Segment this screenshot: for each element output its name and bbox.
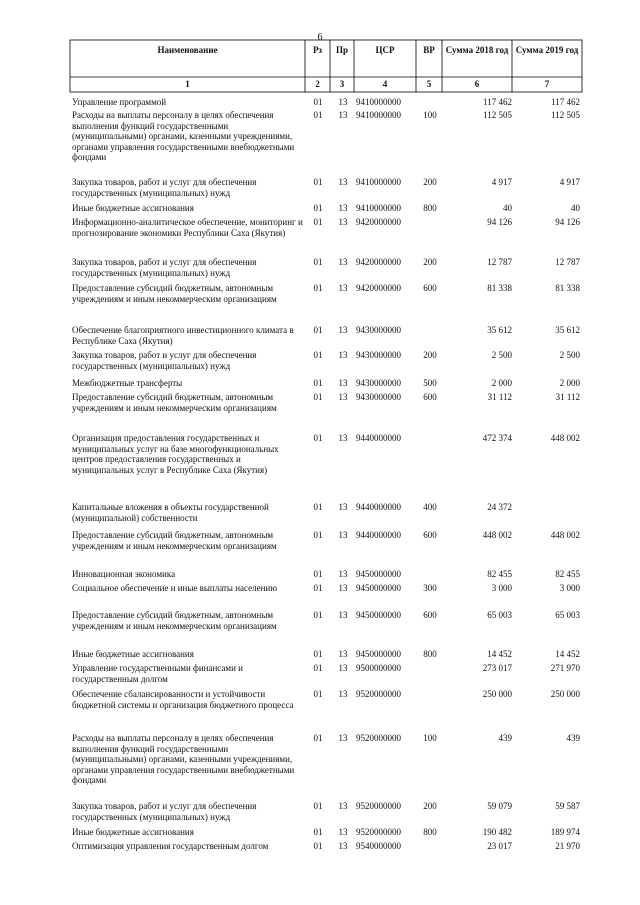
row-22-vr: 200 <box>423 801 437 811</box>
row-12-s2019: 448 002 <box>550 433 580 443</box>
row-11-pr: 13 <box>338 392 348 402</box>
row-4-s2019: 40 <box>571 203 580 213</box>
row-6-vr: 200 <box>423 257 437 267</box>
row-18-s2019: 14 452 <box>555 649 580 659</box>
row-6-pr: 13 <box>338 257 348 267</box>
row-23-s2018: 190 482 <box>482 827 512 837</box>
row-15-name: Инновационная экономика <box>72 569 176 579</box>
row-11-s2019: 31 112 <box>555 392 580 402</box>
row-13-vr: 400 <box>423 502 437 512</box>
row-20-csr: 9520000000 <box>356 689 401 699</box>
row-14-csr: 9440000000 <box>356 530 401 540</box>
row-5-s2019: 94 126 <box>555 217 580 227</box>
row-5-pr: 13 <box>338 217 348 227</box>
row-21-name: Расходы на выплаты персоналу в целях обеспечения выполнения функций государственными (муниципальными) органами, казенными учреждениями, органами управления государственными внебюджетными фондами <box>72 733 295 785</box>
row-15-csr: 9450000000 <box>356 569 401 579</box>
row-12-name: Организация предоставления государственных и муниципальных услуг на базе многофункциональных центров предоставления государственных и муниципальных услуг в Республике Саха (Якутия) <box>72 433 279 475</box>
row-3-rz: 01 <box>313 177 323 187</box>
colnum-2: 2 <box>315 79 320 89</box>
row-4-s2018: 40 <box>503 203 512 213</box>
row-22-pr: 13 <box>338 801 348 811</box>
row-18-s2018: 14 452 <box>487 649 512 659</box>
row-20-rz: 01 <box>313 689 323 699</box>
row-12-pr: 13 <box>338 433 348 443</box>
row-14-rz: 01 <box>313 530 323 540</box>
row-22-rz: 01 <box>313 801 323 811</box>
header-sum-2018: Сумма 2018 год <box>445 45 509 55</box>
row-9-pr: 13 <box>338 350 348 360</box>
colnum-1: 1 <box>185 79 190 89</box>
row-13-csr: 9440000000 <box>356 502 401 512</box>
row-10-vr: 500 <box>423 378 437 388</box>
row-15-rz: 01 <box>313 569 323 579</box>
row-17-vr: 600 <box>423 610 437 620</box>
row-3-name: Закупка товаров, работ и услуг для обеспечения государственных (муниципальных) нужд <box>72 177 257 198</box>
row-10-name: Межбюджетные трансферты <box>72 378 183 388</box>
row-2-s2019: 112 505 <box>551 110 580 120</box>
row-16-s2018: 3 000 <box>491 583 512 593</box>
row-19-s2019: 271 970 <box>550 663 580 673</box>
row-13-name: Капитальные вложения в объекты государственной (муниципальной) собственности <box>72 502 269 523</box>
row-21-csr: 9520000000 <box>356 733 401 743</box>
row-1-s2018: 117 462 <box>483 97 512 107</box>
row-9-vr: 200 <box>423 350 437 360</box>
row-12-csr: 9440000000 <box>356 433 401 443</box>
row-2-pr: 13 <box>338 110 348 120</box>
row-1-csr: 9410000000 <box>356 97 401 107</box>
header-name: Наименование <box>157 45 218 55</box>
row-22-csr: 9520000000 <box>356 801 401 811</box>
row-19-csr: 9500000000 <box>356 663 401 673</box>
row-18-name: Иные бюджетные ассигнования <box>72 649 194 659</box>
row-14-vr: 600 <box>423 530 437 540</box>
row-8-s2018: 35 612 <box>487 325 512 335</box>
row-16-name: Социальное обеспечение и иные выплаты населению <box>72 583 277 593</box>
row-13-pr: 13 <box>338 502 348 512</box>
row-23-pr: 13 <box>338 827 348 837</box>
row-22-s2018: 59 079 <box>487 801 512 811</box>
row-23-name: Иные бюджетные ассигнования <box>72 827 194 837</box>
row-19-pr: 13 <box>338 663 348 673</box>
row-3-csr: 9410000000 <box>356 177 401 187</box>
row-7-vr: 600 <box>423 283 437 293</box>
row-7-rz: 01 <box>313 283 323 293</box>
row-3-pr: 13 <box>338 177 348 187</box>
row-2-rz: 01 <box>313 110 323 120</box>
row-6-name: Закупка товаров, работ и услуг для обеспечения государственных (муниципальных) нужд <box>72 257 257 278</box>
row-12-rz: 01 <box>313 433 323 443</box>
row-19-rz: 01 <box>313 663 323 673</box>
row-4-csr: 9410000000 <box>356 203 401 213</box>
row-15-pr: 13 <box>338 569 348 579</box>
colnum-7: 7 <box>544 79 550 89</box>
row-11-rz: 01 <box>313 392 323 402</box>
row-18-pr: 13 <box>338 649 348 659</box>
row-21-pr: 13 <box>338 733 348 743</box>
row-20-s2019: 250 000 <box>550 689 580 699</box>
row-15-s2019: 82 455 <box>555 569 580 579</box>
row-21-vr: 100 <box>423 733 437 743</box>
row-1-pr: 13 <box>338 97 348 107</box>
row-7-pr: 13 <box>338 283 348 293</box>
row-2-name: Расходы на выплаты персоналу в целях обеспечения выполнения функций государственными (муниципальными) органами, казенными учреждениями, органами управления государственными внебюджетными фондами <box>72 110 295 162</box>
row-16-pr: 13 <box>338 583 348 593</box>
row-7-csr: 9420000000 <box>356 283 401 293</box>
colnum-3: 3 <box>339 79 345 89</box>
row-5-s2018: 94 126 <box>487 217 512 227</box>
row-5-csr: 9420000000 <box>356 217 401 227</box>
row-7-s2018: 81 338 <box>487 283 512 293</box>
row-10-rz: 01 <box>313 378 323 388</box>
row-14-s2018: 448 002 <box>482 530 512 540</box>
row-23-s2019: 189 974 <box>550 827 580 837</box>
row-24-name: Оптимизация управления государственным долгом <box>72 841 269 851</box>
row-24-rz: 01 <box>313 841 323 851</box>
header-csr: ЦСР <box>375 45 395 55</box>
header-rz: Рз <box>312 45 323 55</box>
row-8-pr: 13 <box>338 325 348 335</box>
colnum-6: 6 <box>474 79 480 89</box>
row-19-name: Управление государственными финансами и государственным долгом <box>72 663 243 684</box>
row-1-name: Управление программой <box>72 97 167 107</box>
row-6-s2018: 12 787 <box>487 257 512 267</box>
row-3-s2018: 4 917 <box>491 177 512 187</box>
row-9-rz: 01 <box>313 350 323 360</box>
row-24-csr: 9540000000 <box>356 841 401 851</box>
row-16-rz: 01 <box>313 583 323 593</box>
row-23-rz: 01 <box>313 827 323 837</box>
row-6-csr: 9420000000 <box>356 257 401 267</box>
row-16-vr: 300 <box>423 583 437 593</box>
row-3-vr: 200 <box>423 177 437 187</box>
colnum-5: 5 <box>426 79 432 89</box>
row-9-csr: 9430000000 <box>356 350 401 360</box>
row-17-s2018: 65 003 <box>487 610 512 620</box>
row-11-name: Предоставление субсидий бюджетным, автономным учреждениям и иным некоммерческим организациям <box>72 392 277 413</box>
row-1-s2019: 117 462 <box>551 97 580 107</box>
row-13-s2018: 24 372 <box>487 502 512 512</box>
row-12-s2018: 472 374 <box>482 433 512 443</box>
row-17-pr: 13 <box>338 610 348 620</box>
colnum-4: 4 <box>382 79 388 89</box>
row-17-rz: 01 <box>313 610 323 620</box>
row-9-s2019: 2 500 <box>559 350 580 360</box>
row-23-csr: 9520000000 <box>356 827 401 837</box>
row-5-rz: 01 <box>313 217 323 227</box>
row-21-s2018: 439 <box>498 733 512 743</box>
row-24-s2018: 23 017 <box>487 841 512 851</box>
row-8-csr: 9430000000 <box>356 325 401 335</box>
row-4-rz: 01 <box>313 203 323 213</box>
row-5-name: Информационно-аналитическое обеспечение, мониторинг и прогнозирование экономики Республики Саха (Якутия) <box>72 217 303 238</box>
row-18-rz: 01 <box>313 649 323 659</box>
row-7-name: Предоставление субсидий бюджетным, автономным учреждениям и иным некоммерческим организациям <box>72 283 277 304</box>
row-17-csr: 9450000000 <box>356 610 401 620</box>
row-11-vr: 600 <box>423 392 437 402</box>
row-15-s2018: 82 455 <box>487 569 512 579</box>
header-vr: ВР <box>423 45 435 55</box>
row-17-name: Предоставление субсидий бюджетным, автономным учреждениям и иным некоммерческим организациям <box>72 610 277 631</box>
row-7-s2019: 81 338 <box>555 283 580 293</box>
row-11-csr: 9430000000 <box>356 392 401 402</box>
page-number: 6 <box>317 32 323 43</box>
row-2-csr: 9410000000 <box>356 110 401 120</box>
row-4-name: Иные бюджетные ассигнования <box>72 203 194 213</box>
row-6-rz: 01 <box>313 257 323 267</box>
row-8-rz: 01 <box>313 325 323 335</box>
row-23-vr: 800 <box>423 827 437 837</box>
row-24-pr: 13 <box>338 841 348 851</box>
row-10-csr: 9430000000 <box>356 378 401 388</box>
header-pr: Пр <box>335 45 348 55</box>
row-11-s2018: 31 112 <box>487 392 512 402</box>
row-2-vr: 100 <box>423 110 437 120</box>
row-2-s2018: 112 505 <box>483 110 512 120</box>
row-9-name: Закупка товаров, работ и услуг для обеспечения государственных (муниципальных) нужд <box>72 350 257 371</box>
row-20-pr: 13 <box>338 689 348 699</box>
row-9-s2018: 2 500 <box>491 350 512 360</box>
row-14-name: Предоставление субсидий бюджетным, автономным учреждениям и иным некоммерческим организациям <box>72 530 277 551</box>
row-24-s2019: 21 970 <box>555 841 580 851</box>
row-22-s2019: 59 587 <box>555 801 580 811</box>
row-13-rz: 01 <box>313 502 323 512</box>
row-17-s2019: 65 003 <box>555 610 580 620</box>
row-8-s2019: 35 612 <box>555 325 580 335</box>
row-19-s2018: 273 017 <box>482 663 512 673</box>
row-21-s2019: 439 <box>566 733 580 743</box>
row-18-csr: 9450000000 <box>356 649 401 659</box>
row-4-vr: 800 <box>423 203 437 213</box>
row-20-name: Обеспечение сбалансированности и устойчивости бюджетной системы и организация бюджетного процесса <box>72 689 294 710</box>
row-10-s2018: 2 000 <box>491 378 512 388</box>
row-14-pr: 13 <box>338 530 348 540</box>
row-8-name: Обеспечение благоприятного инвестиционного климата в Республике Саха (Якутия) <box>72 325 294 346</box>
row-10-s2019: 2 000 <box>559 378 580 388</box>
row-6-s2019: 12 787 <box>555 257 580 267</box>
row-21-rz: 01 <box>313 733 323 743</box>
row-1-rz: 01 <box>313 97 323 107</box>
row-20-s2018: 250 000 <box>482 689 512 699</box>
row-18-vr: 800 <box>423 649 437 659</box>
row-22-name: Закупка товаров, работ и услуг для обеспечения государственных (муниципальных) нужд <box>72 801 257 822</box>
row-16-csr: 9450000000 <box>356 583 401 593</box>
row-3-s2019: 4 917 <box>559 177 580 187</box>
row-4-pr: 13 <box>338 203 348 213</box>
row-10-pr: 13 <box>338 378 348 388</box>
header-sum-2019: Сумма 2019 год <box>515 45 579 55</box>
row-14-s2019: 448 002 <box>550 530 580 540</box>
row-16-s2019: 3 000 <box>559 583 580 593</box>
